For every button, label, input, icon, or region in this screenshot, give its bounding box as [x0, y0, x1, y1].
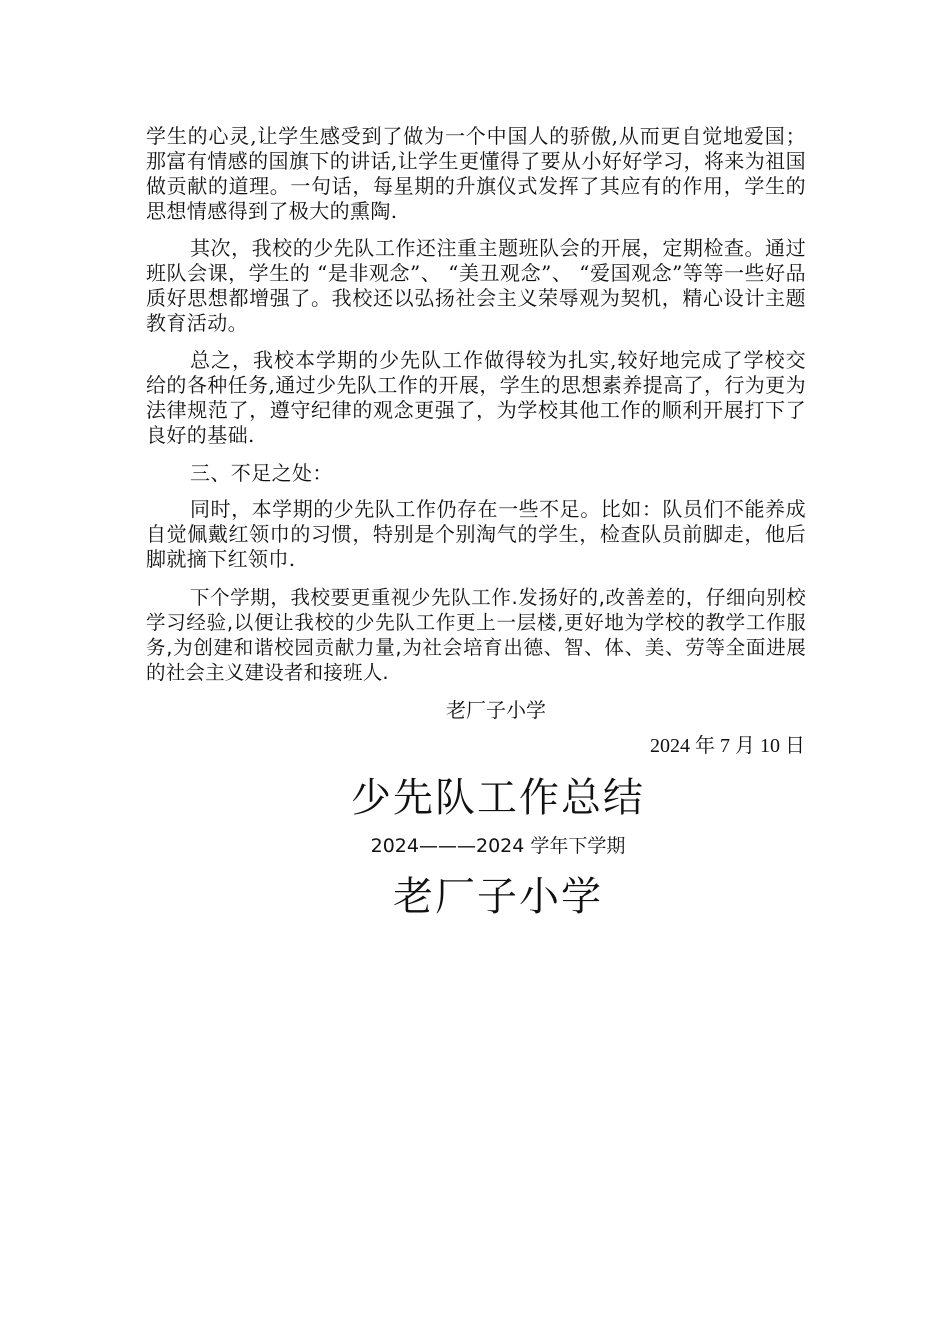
paragraph-flag-ceremony: 学生的心灵,让学生感受到了做为一个中国人的骄傲,从而更自觉地爱国；那富有情感的国旗下的讲话,让学生更懂得了要从小好好学习，将来为祖国做贡献的道理。一句话，每星期的升旗仪式发挥了其应有的作用，学生的思想情感得到了极大的熏陶. — [146, 124, 806, 223]
section-heading-shortcomings: 三、不足之处： — [190, 461, 333, 485]
paragraph-class-meetings: 其次，我校的少先队工作还注重主题班队会的开展，定期检查。通过班队会课，学生的 “是非观念”、 “美丑观念”、 “爱国观念”等等一些好品质好思想都增强了。我校还以弘扬社会主义荣辱观为契机，精心设计主题教育活动。 — [146, 236, 806, 335]
cover-title: 少先队工作总结 — [351, 775, 645, 821]
paragraph-next-term: 下个学期，我校要更重视少先队工作.发扬好的,改善差的，仔细向别校学习经验,以便让我校的少先队工作更上一层楼,更好地为学校的教学工作服务,为创建和谐校园贡献力量,为社会培育出德、智、体、美、劳等全面进展的社会主义建设者和接班人. — [146, 586, 806, 684]
paragraph-shortcomings: 同时，本学期的少先队工作仍存在一些不足。比如：队员们不能养成自觉佩戴红领巾的习惯，特别是个别淘气的学生，检查队员前脚走，他后脚就摘下红领巾. — [146, 497, 806, 571]
signature-date: 2024 年 7 月 10 日 — [650, 735, 805, 757]
signature-school: 老厂子小学 — [446, 698, 546, 722]
paragraph-summary: 总之，我校本学期的少先队工作做得较为扎实,较好地完成了学校交给的各种任务,通过少先队工作的开展，学生的思想素养提高了，行为更为法律规范了，遵守纪律的观念更强了，为学校其他工作的顺利开展打下了良好的基础. — [146, 348, 806, 447]
cover-subtitle: 2024———2024 学年下学期 — [370, 835, 626, 857]
cover-school-name: 老厂子小学 — [393, 874, 603, 920]
